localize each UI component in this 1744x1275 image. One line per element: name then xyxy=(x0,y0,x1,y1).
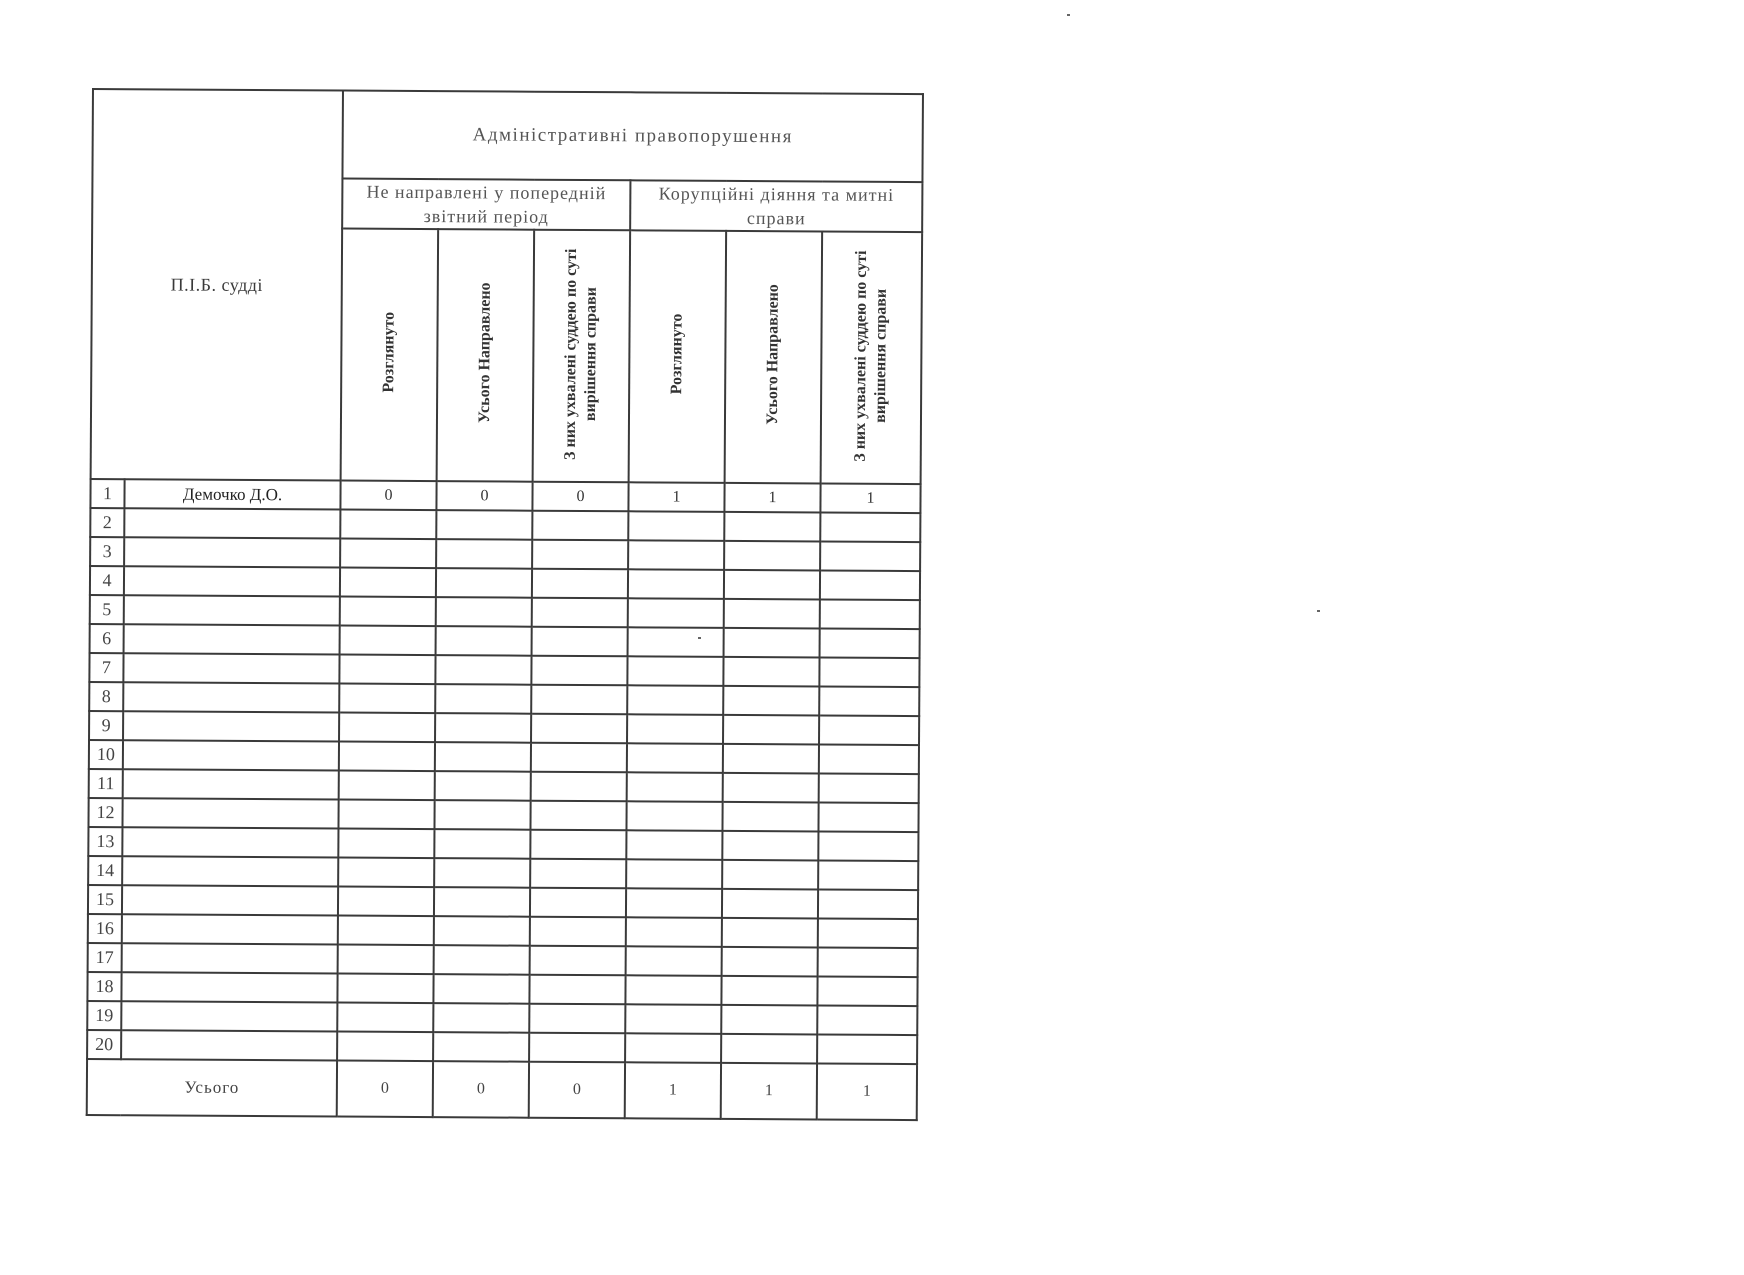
value-cell xyxy=(625,975,721,1005)
value-cell xyxy=(435,684,531,714)
value-cell xyxy=(627,656,723,686)
value-cell xyxy=(819,657,919,687)
row-number: 8 xyxy=(89,682,123,711)
value-cell: 1 xyxy=(628,482,724,512)
value-cell xyxy=(820,570,920,600)
value-cell xyxy=(820,512,920,542)
row-number: 4 xyxy=(90,566,124,595)
value-cell xyxy=(340,626,436,656)
value-cell xyxy=(340,510,436,540)
value-cell xyxy=(628,569,724,599)
value-cell: 1 xyxy=(820,483,920,513)
value-cell xyxy=(818,947,918,977)
value-cell xyxy=(723,744,819,774)
value-cell xyxy=(724,570,820,600)
column-header-label: Усього Направлено xyxy=(763,284,782,425)
judge-name-cell xyxy=(122,943,338,973)
column-header xyxy=(629,230,727,483)
value-cell xyxy=(338,829,434,859)
value-cell xyxy=(338,887,434,917)
value-cell xyxy=(340,539,436,569)
value-cell xyxy=(627,685,723,715)
value-cell xyxy=(626,859,722,889)
row-number: 19 xyxy=(87,1001,121,1030)
value-cell xyxy=(531,743,627,773)
group-header-corruption: Корупційні діяння та митні справи xyxy=(630,180,922,232)
value-cell xyxy=(530,917,626,947)
value-cell xyxy=(436,626,532,656)
value-cell xyxy=(820,628,920,658)
column-header xyxy=(533,230,631,483)
total-value-cell: 0 xyxy=(337,1061,433,1118)
row-number: 14 xyxy=(88,856,122,885)
total-label: Усього xyxy=(87,1059,337,1117)
column-header xyxy=(437,229,535,482)
column-header-label: З них ухвалені суддею по суті вирішення справи xyxy=(851,249,890,461)
value-cell xyxy=(532,627,628,657)
value-cell xyxy=(531,685,627,715)
value-cell xyxy=(818,889,918,919)
value-cell xyxy=(723,773,819,803)
value-cell xyxy=(627,743,723,773)
value-cell xyxy=(339,742,435,772)
admin-offenses-report-table xyxy=(86,88,924,1121)
value-cell xyxy=(434,887,530,917)
value-cell xyxy=(532,540,628,570)
total-value-cell: 1 xyxy=(817,1063,917,1120)
value-cell xyxy=(529,1004,625,1034)
value-cell: 0 xyxy=(340,481,436,511)
value-cell: 0 xyxy=(532,482,628,512)
value-cell xyxy=(723,686,819,716)
column-header xyxy=(821,231,923,484)
value-cell xyxy=(817,1005,917,1035)
row-number: 3 xyxy=(90,537,124,566)
total-value-cell: 0 xyxy=(529,1062,625,1119)
value-cell xyxy=(338,916,434,946)
value-cell xyxy=(338,945,434,975)
value-cell xyxy=(338,858,434,888)
column-header-label: З них ухвалені суддею по суті вирішення справи xyxy=(561,247,600,460)
row-number: 17 xyxy=(88,943,122,972)
value-cell xyxy=(532,598,628,628)
value-cell xyxy=(338,800,434,830)
judge-name-cell xyxy=(123,711,339,741)
value-cell xyxy=(628,627,724,657)
judge-name-cell xyxy=(124,624,340,654)
value-cell xyxy=(339,684,435,714)
value-cell xyxy=(722,831,818,861)
judge-name-cell: Демочко Д.О. xyxy=(124,479,340,509)
value-cell: 0 xyxy=(436,481,532,511)
judge-name-cell xyxy=(122,914,338,944)
row-number: 16 xyxy=(88,914,122,943)
column-header xyxy=(341,229,439,482)
value-cell xyxy=(722,802,818,832)
value-cell: 1 xyxy=(724,483,820,513)
row-number: 13 xyxy=(88,827,122,856)
scan-speck xyxy=(1067,14,1070,16)
value-cell xyxy=(820,599,920,629)
value-cell xyxy=(724,541,820,571)
value-cell xyxy=(723,715,819,745)
value-cell xyxy=(721,976,817,1006)
judge-name-cell xyxy=(122,885,338,915)
value-cell xyxy=(626,830,722,860)
value-cell xyxy=(818,860,918,890)
judge-name-cell xyxy=(123,740,339,770)
value-cell xyxy=(529,975,625,1005)
judge-name-cell xyxy=(121,972,337,1002)
value-cell xyxy=(436,597,532,627)
value-cell xyxy=(626,946,722,976)
value-cell xyxy=(722,889,818,919)
value-cell xyxy=(626,917,722,947)
value-cell xyxy=(339,713,435,743)
value-cell xyxy=(435,742,531,772)
value-cell xyxy=(818,918,918,948)
value-cell xyxy=(817,1034,917,1064)
value-cell xyxy=(819,744,919,774)
row-number: 5 xyxy=(90,595,124,624)
value-cell xyxy=(434,858,530,888)
value-cell xyxy=(721,1005,817,1035)
scan-speck xyxy=(698,637,701,639)
value-cell xyxy=(434,945,530,975)
row-number: 6 xyxy=(90,624,124,653)
column-header xyxy=(725,231,823,484)
value-cell xyxy=(337,1032,433,1062)
row-number: 2 xyxy=(90,508,124,537)
judge-name-cell xyxy=(122,827,338,857)
judge-name-cell xyxy=(123,769,339,799)
value-cell xyxy=(627,772,723,802)
scan-speck xyxy=(1317,610,1320,612)
value-cell xyxy=(724,512,820,542)
value-cell xyxy=(818,831,918,861)
value-cell xyxy=(530,830,626,860)
value-cell xyxy=(434,829,530,859)
total-value-cell: 1 xyxy=(721,1063,817,1120)
judge-name-cell xyxy=(122,798,338,828)
value-cell xyxy=(531,656,627,686)
value-cell xyxy=(436,510,532,540)
row-number: 11 xyxy=(89,769,123,798)
value-cell xyxy=(530,888,626,918)
row-number: 12 xyxy=(88,798,122,827)
value-cell xyxy=(722,918,818,948)
row-number: 18 xyxy=(87,972,121,1001)
total-value-cell: 0 xyxy=(433,1061,529,1118)
value-cell xyxy=(530,801,626,831)
value-cell xyxy=(818,802,918,832)
group-header-not-sent: Не направлені у попередній звітний період xyxy=(342,179,630,231)
value-cell xyxy=(817,976,917,1006)
row-number: 10 xyxy=(89,740,123,769)
judge-name-cell xyxy=(124,537,340,567)
judge-name-cell xyxy=(122,856,338,886)
value-cell xyxy=(337,974,433,1004)
report-table-container xyxy=(86,88,922,1121)
value-cell xyxy=(722,947,818,977)
value-cell xyxy=(723,657,819,687)
value-cell xyxy=(340,568,436,598)
value-cell xyxy=(530,946,626,976)
value-cell xyxy=(626,888,722,918)
value-cell xyxy=(434,916,530,946)
value-cell xyxy=(819,773,919,803)
value-cell xyxy=(433,1003,529,1033)
column-header-label: Розглянуто xyxy=(668,313,686,395)
judge-name-cell xyxy=(123,682,339,712)
value-cell xyxy=(435,713,531,743)
value-cell xyxy=(529,1033,625,1063)
value-cell xyxy=(337,1003,433,1033)
value-cell xyxy=(436,568,532,598)
row-number: 20 xyxy=(87,1030,121,1059)
value-cell xyxy=(722,860,818,890)
value-cell xyxy=(628,598,724,628)
value-cell xyxy=(820,541,920,571)
value-cell xyxy=(819,715,919,745)
value-cell xyxy=(819,686,919,716)
judge-name-cell xyxy=(121,1001,337,1031)
value-cell xyxy=(628,511,724,541)
table-title: Адміністративні правопорушення xyxy=(342,91,923,183)
value-cell xyxy=(436,539,532,569)
value-cell xyxy=(724,599,820,629)
value-cell xyxy=(625,1033,721,1063)
value-cell xyxy=(628,540,724,570)
judge-name-cell xyxy=(121,1030,337,1060)
value-cell xyxy=(339,655,435,685)
column-header-label: Усього Направлено xyxy=(475,282,494,424)
value-cell xyxy=(626,801,722,831)
value-cell xyxy=(532,511,628,541)
value-cell xyxy=(433,974,529,1004)
value-cell xyxy=(627,714,723,744)
judge-name-header: П.І.Б. судді xyxy=(91,89,343,481)
value-cell xyxy=(724,628,820,658)
value-cell xyxy=(625,1004,721,1034)
row-number: 1 xyxy=(90,479,124,508)
judge-name-cell xyxy=(124,566,340,596)
value-cell xyxy=(532,569,628,599)
judge-name-cell xyxy=(124,508,340,538)
value-cell xyxy=(340,597,436,627)
value-cell xyxy=(339,771,435,801)
value-cell xyxy=(531,714,627,744)
column-header-label: Розглянуто xyxy=(380,311,398,393)
value-cell xyxy=(434,800,530,830)
value-cell xyxy=(531,772,627,802)
row-number: 7 xyxy=(89,653,123,682)
value-cell xyxy=(435,771,531,801)
value-cell xyxy=(435,655,531,685)
row-number: 15 xyxy=(88,885,122,914)
row-number: 9 xyxy=(89,711,123,740)
value-cell xyxy=(530,859,626,889)
judge-name-cell xyxy=(123,653,339,683)
value-cell xyxy=(721,1034,817,1064)
judge-name-cell xyxy=(124,595,340,625)
value-cell xyxy=(433,1032,529,1062)
total-value-cell: 1 xyxy=(625,1062,721,1119)
